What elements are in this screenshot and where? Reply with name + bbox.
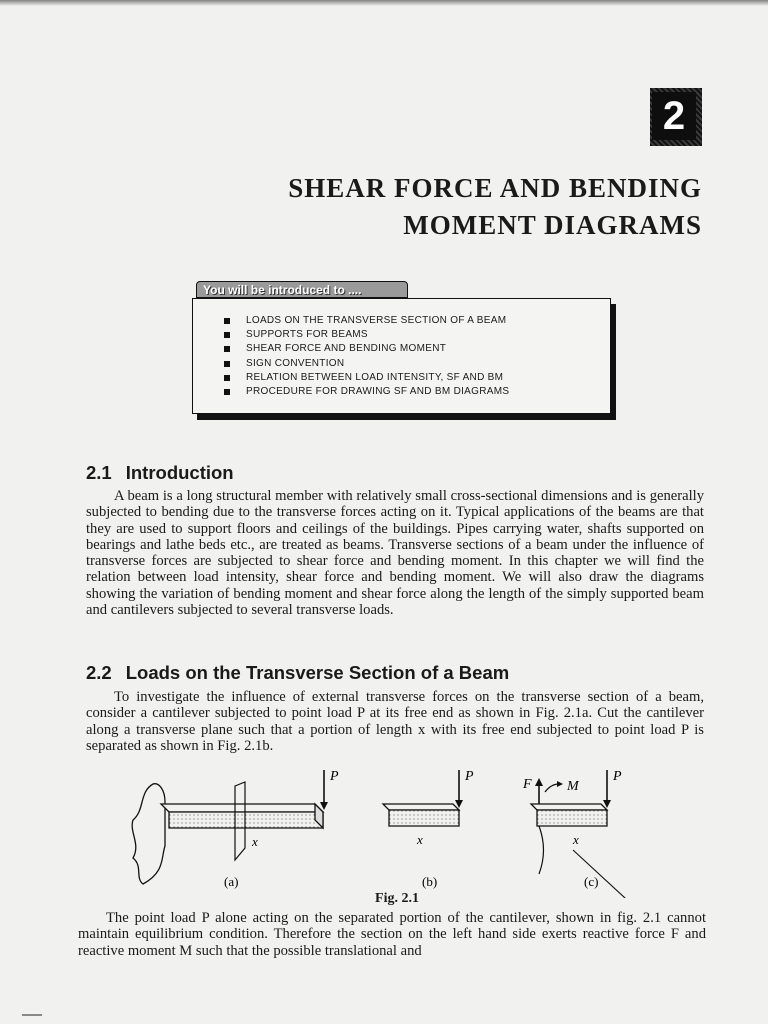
load-label-b: P <box>465 769 474 784</box>
reactive-moment-arrow <box>545 784 559 792</box>
intro-box-tab: You will be introduced to .... <box>196 281 408 298</box>
length-label-b: x <box>417 832 423 847</box>
wall-support <box>132 784 165 884</box>
chapter-title <box>288 170 702 244</box>
figure-caption: Fig. 2.1 <box>375 891 419 906</box>
page-corner-mark <box>22 1014 42 1016</box>
chapter-title-line-2: MOMENT DIAGRAMS <box>403 210 702 240</box>
sub-label-b: (b) <box>422 874 438 889</box>
load-label-c: P <box>613 769 622 784</box>
figure-2-1 <box>125 762 645 898</box>
chapter-number: 2 <box>652 92 696 140</box>
beam-segment-b <box>383 770 463 826</box>
load-label-a: P <box>330 769 339 784</box>
bullet-square-icon <box>224 361 230 367</box>
sub-label-c: (c) <box>584 874 599 889</box>
closing-paragraph: The point load P alone acting on the separated portion of the cantilever, shown in fig. 2.1 cannot maintain equilibrium condition. Therefore the section on the left hand side exerts reactive force F and reactive moment M such that the possible translational and <box>78 910 706 959</box>
page-top-shadow <box>0 0 768 6</box>
intro-topic-item: LOADS ON THE TRANSVERSE SECTION OF A BEAM <box>222 314 509 328</box>
length-label-c: x <box>573 832 579 847</box>
intro-topic-item: SUPPORTS FOR BEAMS <box>222 328 509 342</box>
section-2-2-paragraph: To investigate the influence of external transverse forces on the transverse section of a beam, consider a cantilever subjected to point load P at its free end as shown in Fig. 2.1a. Cut the cantilever along a transverse plane such that a portion of length x with its free end subjected to point load P is separated as shown in Fig. 2.1b. <box>86 689 704 754</box>
bullet-square-icon <box>224 375 230 381</box>
section-heading-2-2: 2.2 Loads on the Transverse Section of a Beam <box>86 662 510 683</box>
cantilever-beam-a <box>161 770 328 860</box>
intro-topic-item: RELATION BETWEEN LOAD INTENSITY, SF AND BM <box>222 371 509 385</box>
sub-label-a: (a) <box>224 874 239 889</box>
force-label: F <box>523 777 532 792</box>
intro-topic-list <box>222 314 509 399</box>
intro-topic-item: SIGN CONVENTION <box>222 357 509 371</box>
chapter-title-line-1: SHEAR FORCE AND BENDING <box>288 173 702 203</box>
moment-label: M <box>567 779 579 794</box>
bullet-square-icon <box>224 332 230 338</box>
bullet-square-icon <box>224 389 230 395</box>
section-2-1-paragraph: A beam is a long structural member with relatively small cross-sectional dimensions and is generally subjected to bending due to the transverse forces acting on it. Typical applications of the beams are that they are used to support floors and ceilings of the buildings. Pipes carrying water, shafts supported on bearings and lathe beds etc., are treated as beams. Transverse sections of a beam under the influence of transverse forces are subjected to shear force and bending moment. In this chapter we will find the relation between load intensity, shear force and bending moment. We will also draw the diagrams showing the variation of bending moment and shear force along the length of the simply supported beam and cantilevers subjected to several transverse loads. <box>86 488 704 619</box>
intro-topic-item: SHEAR FORCE AND BENDING MOMENT <box>222 342 509 356</box>
bullet-square-icon <box>224 318 230 324</box>
section-heading-2-1: 2.1 Introduction <box>86 462 234 483</box>
bullet-square-icon <box>224 346 230 352</box>
intro-topic-item: PROCEDURE FOR DRAWING SF AND BM DIAGRAMS <box>222 385 509 399</box>
length-label-a: x <box>252 834 258 849</box>
